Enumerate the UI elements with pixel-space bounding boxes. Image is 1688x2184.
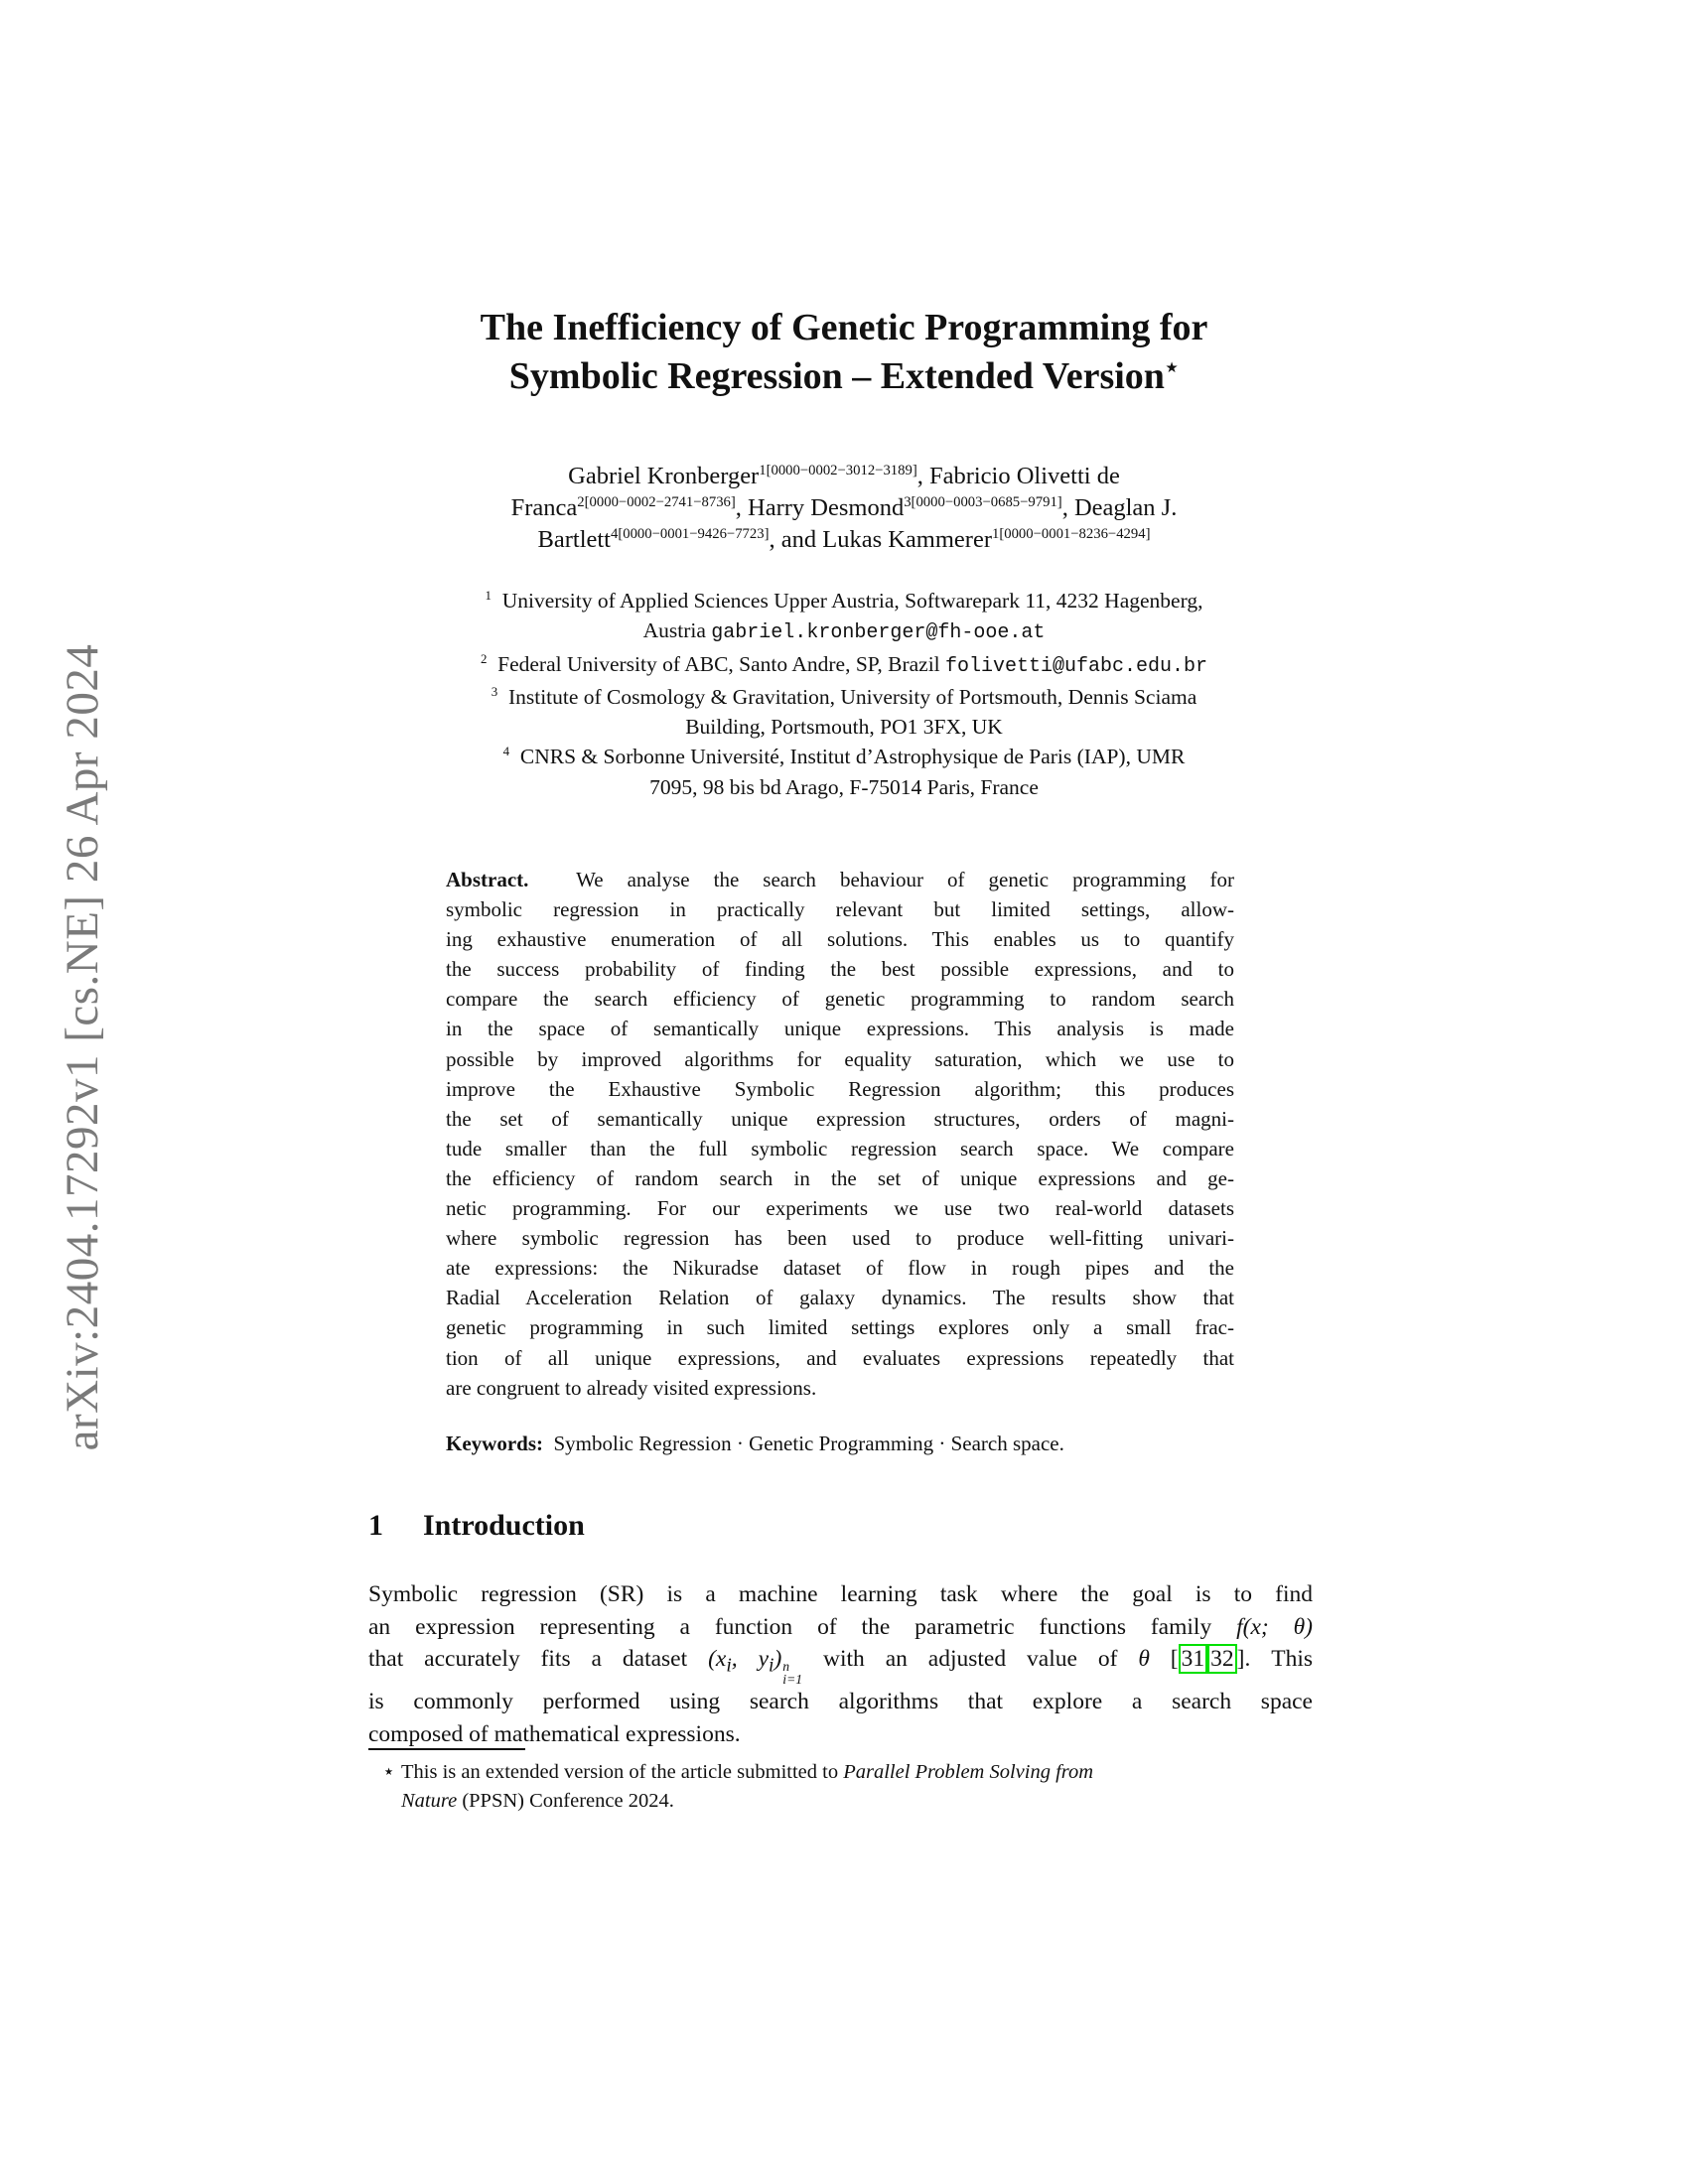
abstract-line: compare the search efficiency of genetic programming to random search xyxy=(446,987,1234,1012)
text: . This xyxy=(1244,1646,1314,1673)
affiliation-number: 1 xyxy=(485,588,492,603)
keywords-label: Keywords: xyxy=(446,1432,543,1455)
title-line-2 xyxy=(298,352,1390,401)
abstract-line: the set of semantically unique expression structures, orders of magni- xyxy=(446,1106,1234,1131)
math-limits: n i=1 xyxy=(782,1658,803,1687)
affiliation-number: 3 xyxy=(491,684,498,699)
abstract-line: Radial Acceleration Relation of galaxy dynamics. The results show that xyxy=(446,1286,1234,1310)
author-name: Lukas Kammerer xyxy=(822,526,992,553)
affiliation-text: CNRS & Sorbonne Université, Institut d’Astrophysique de Paris (IAP), UMR xyxy=(519,745,1186,769)
affiliation-text: Federal University of ABC, Santo Andre, SP, Brazil xyxy=(497,651,946,676)
author-name: Franca xyxy=(510,494,578,521)
section-title: Introduction xyxy=(423,1509,585,1542)
abstract-line: the efficiency of random search in the set of unique expressions and ge- xyxy=(446,1165,1234,1190)
author-list: Gabriel Kronberger$^{1[0000-0002-3012-3189]}$, Fabricio Olivetti de Franca$^{2[0000-0002-2741-8736]}$, Harry Desmond$^{3[0000-0003-0685-9791]}$, Deaglan J. Bartlett$^{4[0000-0001-9426-7723]}$, and Lukas Kammerer$^{1[0000-0001-8236-4294]}$ xyxy=(510,462,1178,553)
text-line: is commonly performed using search algorithms that explore a search space xyxy=(368,1688,1313,1714)
author-orcid: [0000−0001−9426−7723] xyxy=(618,525,770,542)
author-name: Deaglan J. xyxy=(1073,494,1178,521)
affiliation-number: 4 xyxy=(502,745,510,759)
author-affiliation: 4 xyxy=(611,525,619,542)
footnote-rule xyxy=(368,1748,525,1750)
text: an expression representing a function of the parametric functions family xyxy=(368,1613,1237,1640)
footnote-venue: Parallel Problem Solving from xyxy=(843,1761,1094,1783)
affiliation-1 xyxy=(367,586,1321,615)
arxiv-identifier: arXiv:2404.17292v1 [cs.NE] 26 Apr 2024 xyxy=(57,643,108,1451)
abstract-line: ate expressions: the Nikuradse dataset of flow in rough pipes and the xyxy=(446,1256,1234,1281)
author-name: Gabriel Kronberger xyxy=(568,463,760,489)
author-orcid: [0000−0003−0685−9791] xyxy=(911,493,1062,510)
text: with an adjusted value of xyxy=(802,1646,1139,1673)
affiliation-3 xyxy=(367,682,1321,712)
abstract-line: symbolic regression in practically relevant but limited settings, allow- xyxy=(446,897,1234,922)
abstract-line xyxy=(446,865,1234,894)
footnote-text: This is an extended version of the article submitted to xyxy=(401,1761,844,1783)
paper-title xyxy=(298,304,1390,401)
author-name: Harry Desmond xyxy=(748,494,905,521)
author-orcid: [0000−0002−2741−8736] xyxy=(584,493,736,510)
title-text: Symbolic Regression – Extended Version xyxy=(508,355,1165,397)
abstract-label: Abstract. xyxy=(446,868,529,891)
author-affiliation: 3 xyxy=(904,493,912,510)
affiliation-text: Austria xyxy=(642,618,712,643)
author-affiliation: 1 xyxy=(991,525,1000,542)
author-name: Fabricio Olivetti de xyxy=(928,463,1120,489)
text-line: composed of mathematical expressions. xyxy=(368,1720,741,1747)
abstract-line: tion of all unique expressions, and evaluates expressions repeatedly that xyxy=(446,1345,1234,1370)
affiliations xyxy=(367,586,1321,802)
abstract xyxy=(446,865,1234,1403)
abstract-line: genetic programming in such limited settings explores only a small frac- xyxy=(446,1315,1234,1340)
citation-link[interactable]: 31 xyxy=(1179,1644,1208,1674)
footnote-mark: ⋆ xyxy=(382,1761,395,1783)
footnote-text: (PPSN) Conference 2024. xyxy=(457,1790,674,1812)
abstract-line: tude smaller than the full symbolic regression search space. We compare xyxy=(446,1136,1234,1160)
affiliation-text: University of Applied Sciences Upper Austria, Softwarepark 11, 4232 Hagenberg, xyxy=(501,589,1203,613)
abstract-line: are congruent to already visited expressions. xyxy=(446,1375,817,1400)
keywords xyxy=(446,1432,1234,1456)
keywords-text: Symbolic Regression · Genetic Programming · Search space. xyxy=(553,1432,1064,1455)
math: ($x_i$, $y_i$) n i=1 xyxy=(708,1646,803,1687)
section-heading xyxy=(368,1509,585,1543)
author-affiliation: 1 xyxy=(759,462,767,478)
abstract-line: the success probability of finding the best possible expressions, and to xyxy=(446,957,1234,982)
math: f(x; θ) xyxy=(1236,1613,1313,1640)
affiliation-text: Building, Portsmouth, PO1 3FX, UK xyxy=(685,715,1003,740)
text: that accurately fits a dataset xyxy=(368,1646,709,1673)
citation-link[interactable]: 32 xyxy=(1207,1644,1237,1674)
footnote-venue: Nature xyxy=(401,1790,458,1812)
affiliation-4 xyxy=(367,742,1321,771)
title-line-1: The Inefficiency of Genetic Programming for xyxy=(480,307,1208,348)
author-orcid: [0000−0002−3012−3189] xyxy=(766,462,917,478)
abstract-line: improve the Exhaustive Symbolic Regression algorithm; this produces xyxy=(446,1076,1234,1101)
intro-paragraph xyxy=(368,1578,1313,1750)
abstract-line: ing exhaustive enumeration of all solutions. This enables us to quantify xyxy=(446,927,1234,952)
text-line xyxy=(368,1611,1313,1644)
abstract-line: netic programming. For our experiments we use two real-world datasets xyxy=(446,1196,1234,1221)
math: θ xyxy=(1138,1646,1150,1673)
author-name: Bartlett xyxy=(537,526,611,553)
text-line: Symbolic regression (SR) is a machine learning task where the goal is to find xyxy=(368,1581,1313,1607)
author-affiliation: 2 xyxy=(577,493,585,510)
affiliation-2 xyxy=(367,649,1321,682)
abstract-text: We analyse the search behaviour of genetic programming for xyxy=(576,868,1234,891)
author-orcid: [0000−0001−8236−4294] xyxy=(999,525,1151,542)
title-footnote-mark: ⋆ xyxy=(1164,354,1180,380)
abstract-line: in the space of semantically unique expressions. This analysis is made xyxy=(446,1017,1234,1041)
section-number: 1 xyxy=(368,1509,383,1542)
abstract-line: where symbolic regression has been used to produce well-fitting univari- xyxy=(446,1226,1234,1251)
abstract-line: possible by improved algorithms for equality saturation, which we use to xyxy=(446,1046,1234,1071)
affiliation-text: 7095, 98 bis bd Arago, F-75014 Paris, France xyxy=(649,774,1039,799)
footnote xyxy=(368,1758,1313,1816)
affiliation-text: Institute of Cosmology & Gravitation, University of Portsmouth, Dennis Sciama xyxy=(507,684,1197,709)
affiliation-number: 2 xyxy=(480,651,488,666)
email-link[interactable]: gabriel.kronberger@fh-ooe.at xyxy=(711,621,1046,645)
email-link[interactable]: folivetti@ufabc.edu.br xyxy=(945,654,1208,678)
text-line: that accurately fits a dataset ($x_i$, $y_i$) n i=1 with an adjusted value of θ [ 31 32 ]. This xyxy=(368,1646,1314,1687)
